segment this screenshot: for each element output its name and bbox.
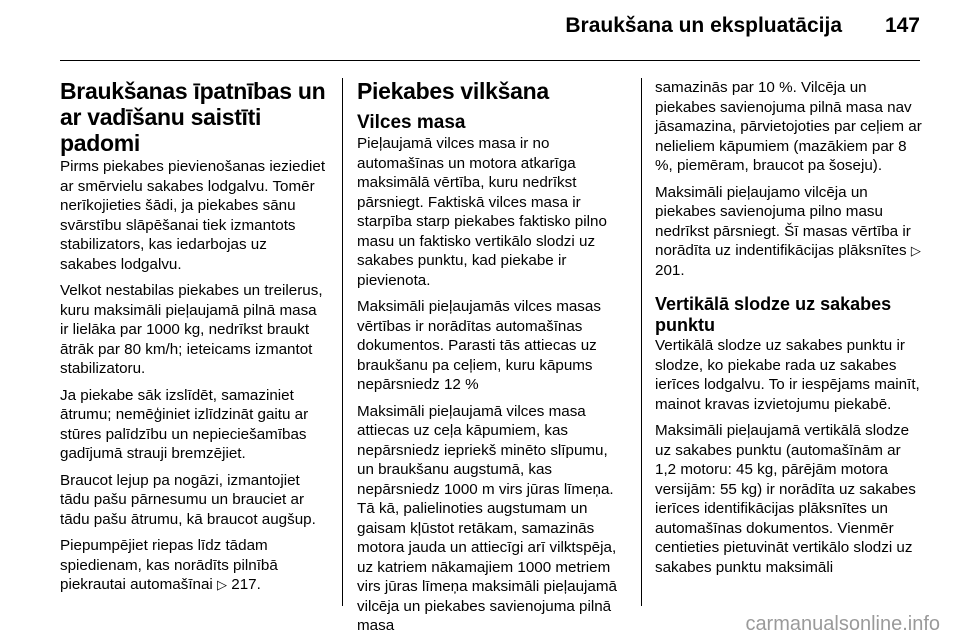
paragraph: Pirms piekabes pievienošanas ieziediet ar smērvielu sakabes lodgalvu. Tomēr nerīkojieties šādi, ja piekabes sānu svārstību slāpēšanai tiek izmantots stabilizators, kas iedarbojas uz sakabes lodgalvu. (60, 158, 326, 273)
section-heading-driving-tips: Braukšanas īpatnības un ar vadīšanu saistīti padomi (60, 78, 326, 156)
paragraph-text: Maksimāli pieļaujamo vilcēja un piekabes savienojuma pilno masu nedrīkst pārsniegt. Šī masas vērtība ir norādīta uz indentifikācijas plāksnītes (655, 183, 911, 259)
paragraph: Ja piekabe sāk izslīdēt, samaziniet ātrumu; nemēģiniet izlīdzināt gaitu ar stūres palīdzību un nepieciešamības gadījumā strauji bremzējiet. (60, 386, 309, 462)
paragraph (60, 536, 326, 595)
paragraph: Pieļaujamā vilces masa ir no automašīnas un motora atkarīga maksimālā vērtība, kuru nedrīkst pārsniegt. Faktiskā vilces masa ir starpība starp piekabes faktisko pilno masu un faktisko vertikālo slodzi uz sakabes punktu, kad piekabe ir pievienota. (357, 135, 607, 289)
header-title: Braukšana un ekspluatācija (565, 14, 842, 37)
paragraph: Maksimāli pieļaujamās vilces masas vērtības ir norādītas automašīnas dokumentos. Parasti tās attiecas uz braukšanu pa ceļiem, kuru kāpums nepārsniedz 12 % (357, 298, 601, 393)
page-number: 147 (884, 14, 920, 37)
page-reference-arrow-icon[interactable]: ▷ (217, 577, 228, 592)
page-reference-arrow-icon[interactable]: ▷ (910, 243, 921, 258)
paragraph: Maksimāli pieļaujamā vertikālā slodze uz sakabes punktu (automašīnām ar 1,2 motoru: 45 kg, pārējām motora versijām: 55 kg) ir norādīta uz sakabes ierīces identifikācijas plāksnītes un automašīnas dokumentos. Vienmēr centieties pietuvināt vertikālo slodzi uz sakabes punktu maksimāli (655, 422, 916, 576)
column-3 (655, 78, 925, 584)
column-1 (60, 78, 326, 602)
paragraph-text: Piepumpējiet riepas līdz tādam spiedienam, kas norādīts pilnībā piekrautai automašīnai (60, 537, 278, 593)
page-reference[interactable]: 201. (655, 261, 685, 279)
paragraph: samazinās par 10 %. Vilcēja un piekabes savienojuma pilnā masa nav jāsamazina, pārvietojoties par ceļiem ar nelieliem kāpumiem (mazākiem par 8 %, piemēram, braucot pa šoseju). (655, 79, 922, 174)
section-heading-towing: Piekabes vilkšana (357, 78, 549, 104)
paragraph (655, 183, 925, 281)
column-divider-2 (641, 78, 642, 606)
paragraph: Velkot nestabilas piekabes un treilerus, kuru maksimāli pieļaujamā pilnā masa ir lielāka par 1000 kg, nedrīkst braukt ātrāk par 80 km/h; ieteicams izmantot stabilizatoru. (60, 282, 323, 377)
subheading-drawbar-load: Vertikālā slodze uz sakabes punktu (655, 294, 892, 335)
paragraph: Maksimāli pieļaujamā vilces masa attiecas uz ceļa kāpumiem, kas nepārsniedz iepriekš minēto slīpumu, un braukšanu augstumā, kas nepārsniedz 1000 m virs jūras līmeņa. Tā kā, palielinoties augstumam un gaisam kļūstot retākam, samazinās motora jauda un attiecīgi arī vilktspēja, uz katriem nākamajiem 1000 metriem virs jūras līmeņa maksimāli pieļaujamā vilcēja un piekabes savienojuma pilnā masa (357, 402, 617, 634)
watermark: carmanualsonline.info (745, 613, 940, 635)
column-divider-1 (342, 78, 343, 606)
paragraph: Braucot lejup pa nogāzi, izmantojiet tādu pašu pārnesumu un brauciet ar tādu pašu ātrumu, kā braucot augšup. (60, 471, 316, 528)
subheading-trailer-load: Vilces masa (357, 112, 466, 133)
column-2 (357, 78, 627, 643)
paragraph: Vertikālā slodze uz sakabes punktu ir slodze, ko piekabe rada uz sakabes ierīces lodgalvu. To ir iespējams mainīt, mainot kravas izvietojumu piekabē. (655, 337, 920, 413)
header-divider (60, 60, 920, 61)
page-reference[interactable]: 217. (231, 576, 261, 593)
